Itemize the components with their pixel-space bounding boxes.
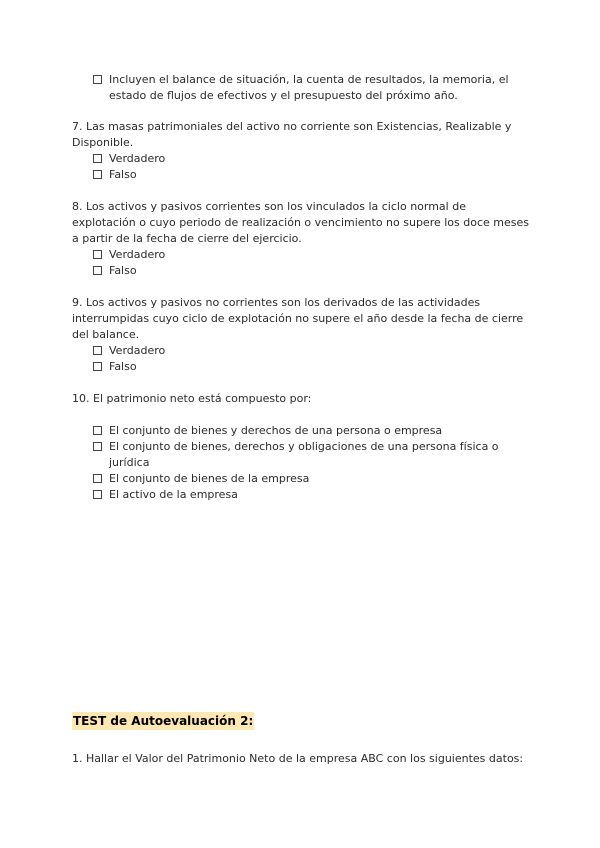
checkbox[interactable] [93,250,102,259]
option-label: El conjunto de bienes y derechos de una persona o empresa [109,424,443,437]
option-label: El conjunto de bienes de la empresa [109,472,310,485]
option-label: Incluyen el balance de situación, la cuenta de resultados, la memoria, el estado de flujos de efectivos y el presupuesto del próximo año. [109,73,509,102]
option-item[interactable] [72,247,532,263]
option-label: Falso [109,168,137,181]
checkbox[interactable] [93,266,102,275]
question-8 [72,199,532,279]
checkbox[interactable] [93,75,102,84]
question-text: 9. Los activos y pasivos no corrientes son los derivados de las actividades interrumpidas cuyo ciclo de explotación no supere el año desde la fecha de cierre del balance. [72,296,524,341]
question-text: 7. Las masas patrimoniales del activo no corriente son Existencias, Realizable y Disponible. [72,120,512,149]
option-item[interactable] [72,343,532,359]
checkbox[interactable] [93,490,102,499]
option-item[interactable] [72,263,532,279]
checkbox[interactable] [93,346,102,355]
section-heading: TEST de Autoevaluación 2: [73,714,254,728]
option-label: Falso [109,264,137,277]
question-text: 10. El patrimonio neto está compuesto por: [72,392,312,405]
question-10 [72,391,532,503]
option-item[interactable] [72,439,532,471]
option-item[interactable] [72,487,532,503]
checkbox[interactable] [93,154,102,163]
option-item[interactable] [72,72,532,104]
checkbox[interactable] [93,170,102,179]
option-item[interactable] [72,167,532,183]
question-7 [72,119,532,183]
option-item[interactable] [72,151,532,167]
option-label: El conjunto de bienes, derechos y obligaciones de una persona física o jurídica [109,440,499,469]
exercise-text: 1. Hallar el Valor del Patrimonio Neto de la empresa ABC con los siguientes datos: [72,752,524,765]
checkbox[interactable] [93,426,102,435]
option-label: Verdadero [109,152,166,165]
option-item[interactable] [72,471,532,487]
question-text: 8. Los activos y pasivos corrientes son los vinculados la ciclo normal de explotación o cuyo periodo de realización o vencimiento no supere los doce meses a partir de la fecha de cierre del ejercicio. [72,200,529,245]
checkbox[interactable] [93,474,102,483]
option-label: Falso [109,360,137,373]
question-6-continuation [72,72,532,104]
option-label: El activo de la empresa [109,488,238,501]
checkbox[interactable] [93,362,102,371]
question-9 [72,295,532,375]
option-label: Verdadero [109,248,166,261]
option-label: Verdadero [109,344,166,357]
option-item[interactable] [72,359,532,375]
checkbox[interactable] [93,442,102,451]
option-item[interactable] [72,423,532,439]
